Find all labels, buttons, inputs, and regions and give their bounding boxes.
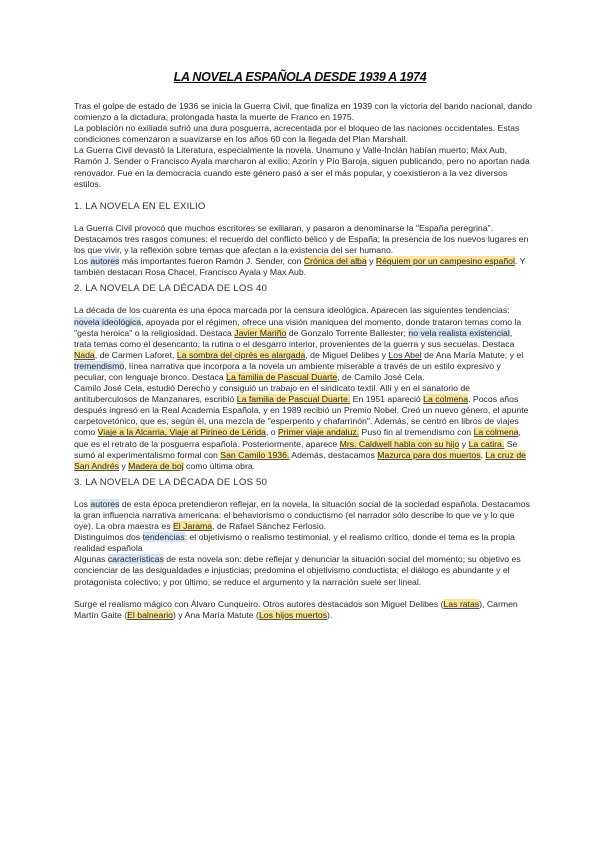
book-title: Nada [74, 349, 95, 360]
exilio-authors-paragraph: Los autores más importantes fueron Ramón J. Sender, con Crónica del alba y Réquiem por un campesino español. Y también destacan Rosa Chacel, Francisco Ayala y Max Aub. [74, 256, 526, 278]
cela-paragraph: Camilo José Cela, estudió Derecho y consiguió un trabajo en el sindicato textil. Allí y en el sanatorio de antituberculosos de Manzanares, escribió La familia de Pascual Duarte. En 1951 apareció La colmena. Pocos años después ingresó en la Real Academia Española, y en 1989 recibió un Premio Nobel. Creó un nuevo género, el apunte carpetovetónico, que es, según él, una mezcla de "esperpento y chafarrinón". Además, se centró en libros de viajes como Viaje a la Alcarria, Viaje al Pirineo de Lérida, o Primer viaje andaluz. Puso fin al tremendismo con La colmena, que es el retrato de la posguerra española. Posteriormente, aparece Mrs. Caldwell habla con su hijo y La catira. Se sumó al experimentalismo formal con San Camilo 1936. Además, destacamos Mazurca para dos muertos, La cruz de San Andrés y Madera de boj como última obra. [74, 383, 529, 471]
book-title: Réquiem por un campesino español [375, 256, 515, 267]
exilio-paragraph: La Guerra Civil provocó que muchos escritores se exiliaran, y pasaron a denominarse la "España peregrina". Destacamos tres rasgos comunes: el recuerdo del conflicto bélico y de España; la presencia de los nuevos lugares en los que vivir, y la reflexión sobre temas que afectan a la existencia del ser humano. [74, 222, 529, 256]
section-heading-40: 2. LA NOVELA DE LA DÉCADA DE LOS 40 [74, 283, 268, 295]
highlight-autores: autores [90, 256, 120, 267]
book-title: Javier Mariño [234, 327, 287, 338]
section-heading-50: 3. LA NOVELA DE LA DÉCADA DE LOS 50 [74, 476, 268, 488]
section-heading-exilio: 1. LA NOVELA EN EL EXILIO [74, 200, 206, 212]
caracteristicas-paragraph: Algunas características de esta novela son: debe reflejar y denunciar la situación social del momento; su objetivo es concienciar de las desigualdades e injusticias; predomina el objetivismo conductista; el diálogo es abundante y el protagonista colectivo; y por último, se reduce el argumento y la narración suele ser lineal. [74, 554, 521, 587]
book-title: Madera de boj [128, 460, 184, 471]
book-title: La familia de Pascual Duarte. [236, 394, 351, 405]
highlight-term: tendencias [142, 532, 185, 543]
book-title: La colmena [473, 427, 519, 438]
highlight-term: autores [90, 498, 120, 509]
intro-paragraph: La población no exiliada sufrió una dura posguerra, acrecentada por el bloqueo de las naciones occidentales. Estas condiciones comenzaron a suavizarse en los años 60 con la llegada del Plan Marshall. [74, 123, 520, 145]
book-title: La familia de Pascual Duarte [226, 371, 338, 382]
intro-paragraph: La Guerra Civil devastó la Literatura, especialmente la novela. Unamuno y Valle-Inclán habían muerto; Max Aub, Ramón J. Sender o Francisco Ayala marcharon al exilio; Azorín y Pío Baroja, siguen publicando, pero no aportan nada renovador. Fue en la democracia cuando este género pasó a ser el más popular, y coexistieron a la vez diversos estilos. [74, 145, 530, 189]
highlight-term: novela ideológica [74, 316, 142, 327]
book-title: Primer viaje andaluz. [277, 427, 360, 438]
realismo-magico-paragraph: Surge el realismo mágico con Álvaro Cunqueiro. Otros autores destacados son Miguel Delibes (Las ratas), Carmen Martín Gaite (El balneario) y Ana María Matute (Los hijos muertos). [74, 598, 518, 620]
book-title: La colmena [423, 394, 469, 405]
book-title: San Camilo 1936. [220, 449, 290, 460]
document-body [74, 101, 532, 621]
tendencias-paragraph: Distinguimos dos tendencias: el objetivismo o realismo testimonial, y el realismo crítico, donde el tema es la propia realidad española [74, 532, 515, 554]
book-title: La sombra del ciprés es alargada [176, 349, 306, 360]
book-title: El Jarama [173, 521, 213, 532]
book-title: El balneario [127, 609, 173, 620]
book-title: Los Abel [388, 349, 422, 360]
intro-paragraph: Tras el golpe de estado de 1936 se inicia la Guerra Civil, que finaliza en 1939 con la victoria del bando nacional, dando comienzo a la dictadura, prolongada hasta la muerte de Franco en 1975. [74, 101, 532, 123]
book-title: Viaje a la Alcarria, Viaje al Pirineo de Lérida [97, 427, 266, 438]
highlight-term: no vela realista existencial [408, 327, 510, 338]
book-title: Los hijos muertos [258, 609, 328, 620]
book-title: La cruz de San Andrés [74, 449, 526, 471]
document-title: LA NOVELA ESPAÑOLA DESDE 1939 A 1974 [173, 70, 427, 84]
highlight-term: tremendismo [74, 360, 125, 371]
book-title: Crónica del alba [303, 256, 367, 267]
decada-50-paragraph: Los autores de esta época pretendieron reflejar, en la novela, la situación social de la sociedad española. Destacamos la gran influencia narrativa americana: el behaviorismo o conductismo (el narrador sólo describe lo que ve y lo que oye). La obra maestra es El Jarama, de Rafael Sánchez Ferlosio. [74, 498, 530, 532]
book-title: Las ratas [443, 598, 480, 609]
book-title: Mrs. Caldwell habla con su hijo [339, 438, 460, 449]
decada-40-paragraph: La década de los cuarenta es una época marcada por la censura ideológica. Aparecen las siguientes tendencias: novela ideológica, apoyada por el régimen, ofrece una visión maniquea del momento, donde trataron temas como la "gesta heroica" o la religiosidad. Destaca Javier Mariño de Gonzalo Torrente Ballester; no vela realista existencial, trata temas como el desencanto, la rutina o el desgarro interior, provenientes de la guerra y sus secuelas. Destaca Nada, de Carmen Laforet, La sombra del ciprés es alargada, de Miguel Delibes y Los Abel de Ana María Matute; y el tremendismo, línea narrativa que incorpora a la novela un ambiente miserable a través de un estilo expresivo y peculiar, con lenguaje bronco. Destaca La familia de Pascual Duarte, de Camilo José Cela. [74, 305, 524, 382]
book-title: Mazurca para dos muertos [377, 449, 481, 460]
book-title: La catira. [468, 438, 505, 449]
highlight-term: características [107, 554, 164, 565]
